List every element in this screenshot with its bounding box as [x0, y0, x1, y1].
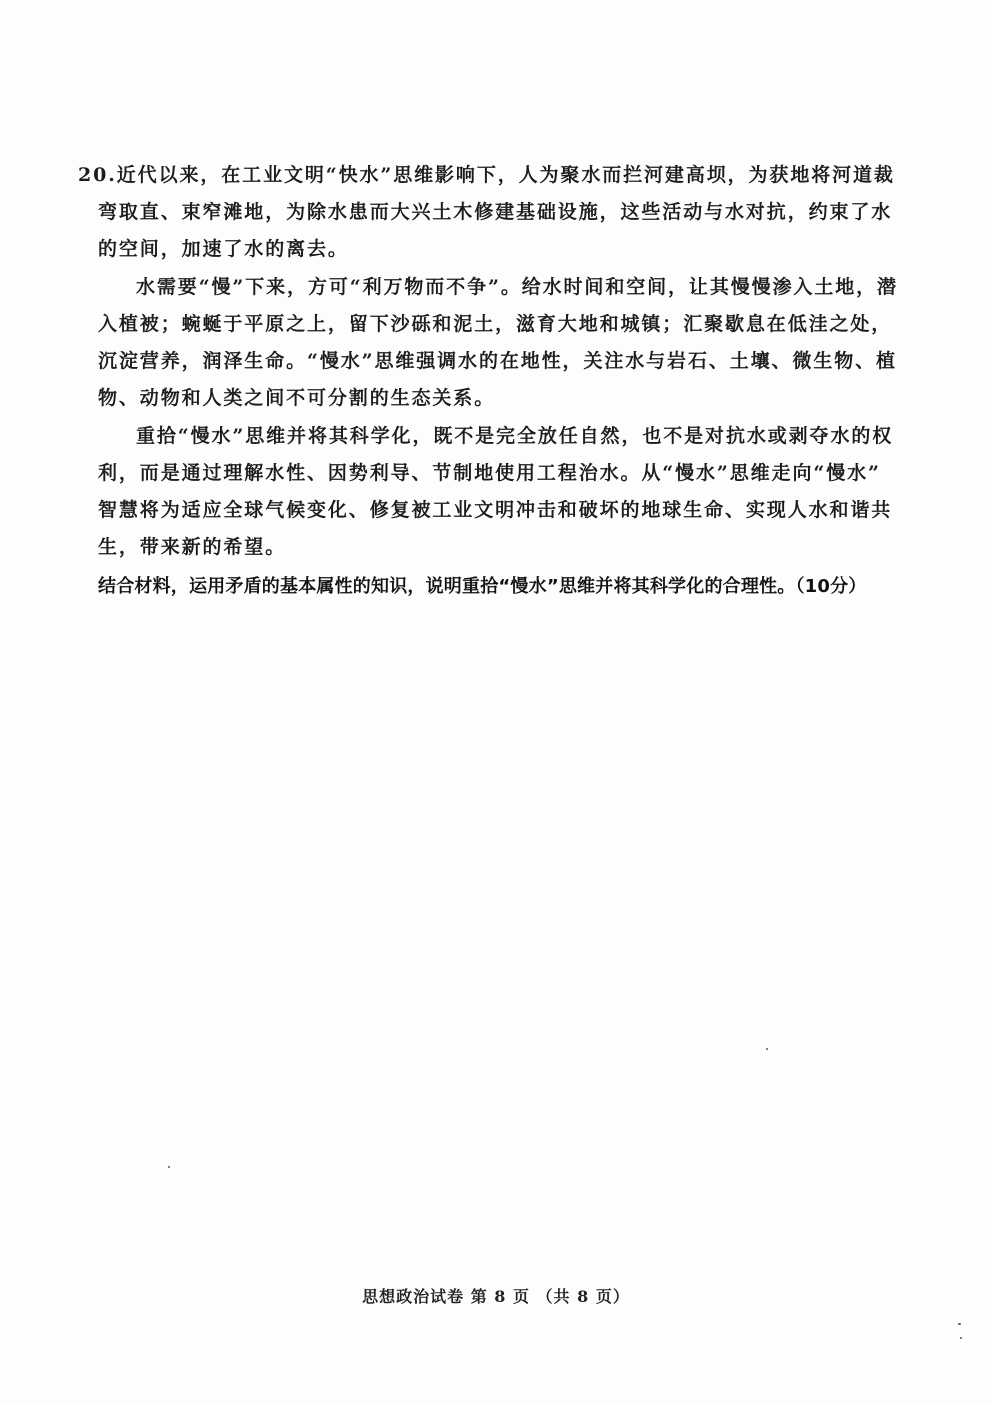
- question-line: 利，而是通过理解水性、因势利导、节制地使用工程治水。从“慢水”思维走向“慢水”: [98, 462, 881, 484]
- scan-speck: [766, 1048, 768, 1050]
- question-line: 智慧将为适应全球气候变化、修复被工业文明冲击和破坏的地球生命、实现人水和谐共: [98, 499, 893, 521]
- question-line: 水需要“慢”下来，方可“利万物而不争”。给水时间和空间，让其慢慢渗入土地，潜: [136, 276, 898, 298]
- question-line: 沉淀营养，润泽生命。“慢水”思维强调水的在地性，关注水与岩石、土壤、微生物、植: [98, 350, 897, 372]
- question-line: 重拾“慢水”思维并将其科学化，既不是完全放任自然，也不是对抗水或剥夺水的权: [136, 425, 894, 447]
- scan-speck: [960, 1337, 962, 1339]
- scan-speck: [958, 1323, 961, 1325]
- question-prompt: 结合材料，运用矛盾的基本属性的知识，说明重拾“慢水”思维并将其科学化的合理性。（10分）: [98, 576, 867, 597]
- page-footer: 思想政治试卷 第 8 页 （共 8 页）: [362, 1287, 630, 1306]
- question-line: 物、动物和人类之间不可分割的生态关系。: [98, 387, 496, 409]
- question-line: 弯取直、束窄滩地，为除水患而大兴土木修建基础设施，这些活动与水对抗，约束了水: [98, 201, 893, 223]
- question-line: 生，带来新的希望。: [98, 536, 287, 558]
- question-line: 的空间，加速了水的离去。: [98, 238, 349, 260]
- question-line: 入植被；蜿蜒于平原之上，留下沙砾和泥土，滋育大地和城镇；汇聚歇息在低洼之处，: [98, 313, 893, 335]
- question-number: 20.: [78, 164, 117, 186]
- scan-speck: [168, 1166, 170, 1168]
- question-line: 20.近代以来，在工业文明“快水”思维影响下，人为聚水而拦河建高坝，为获地将河道裁: [78, 164, 895, 186]
